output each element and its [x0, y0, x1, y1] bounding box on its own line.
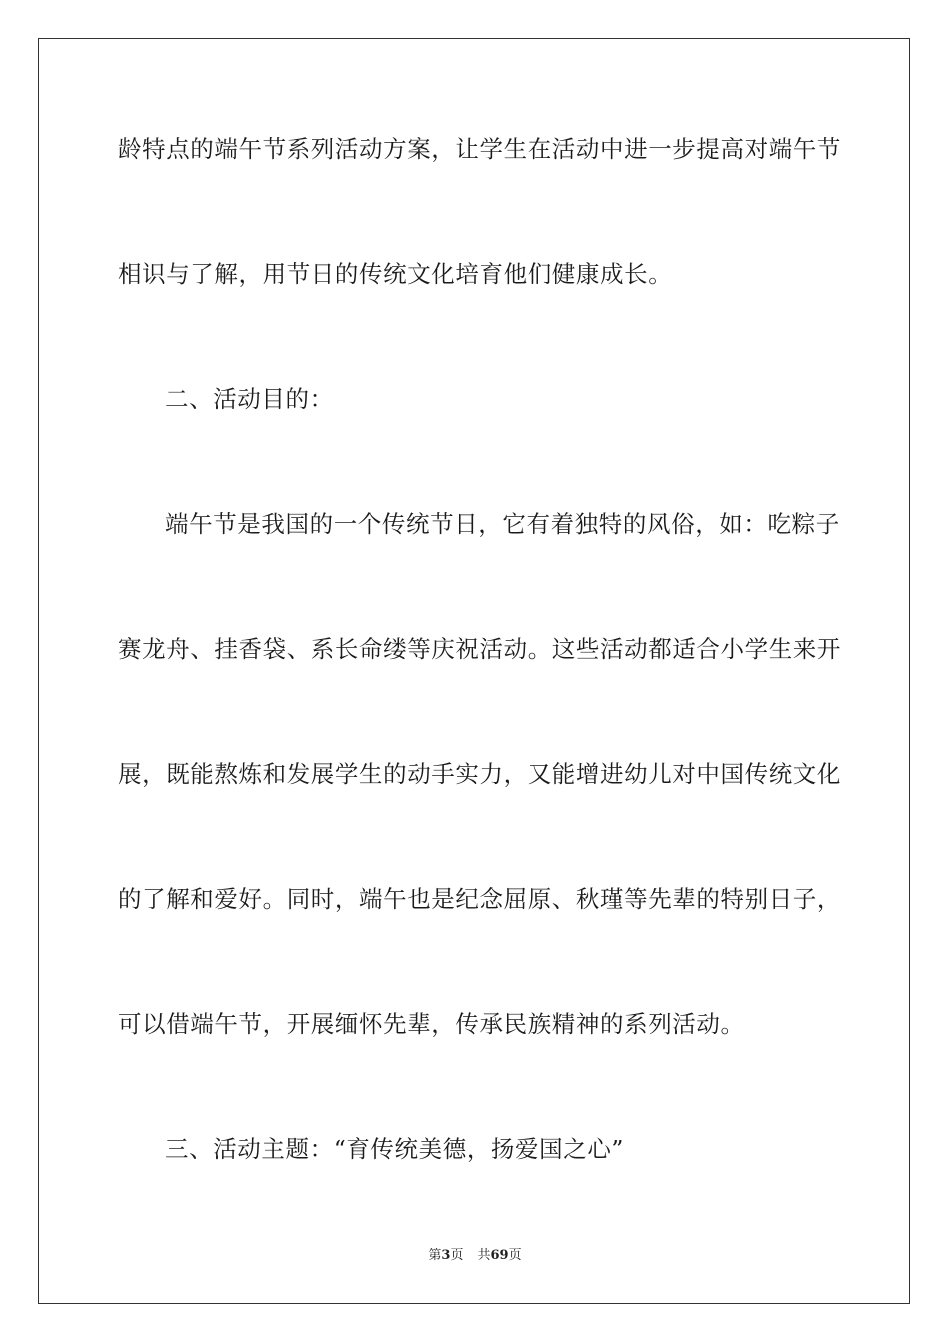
body-text-line: 端午节是我国的一个传统节日，它有着独特的风俗，如：吃粽子 [165, 510, 840, 538]
total-pages: 69 [490, 1248, 509, 1263]
page-suffix: 页 [450, 1248, 464, 1263]
body-text-line: 相识与了解，用节日的传统文化培育他们健康成长。 [118, 260, 673, 288]
section-heading: 三、活动主题：“育传统美德，扬爱国之心” [165, 1135, 625, 1163]
body-text-line: 赛龙舟、挂香袋、系长命缕等庆祝活动。这些活动都适合小学生来开 [118, 635, 841, 663]
body-text-line: 可以借端午节，开展缅怀先辈，传承民族精神的系列活动。 [118, 1010, 745, 1038]
page-footer [0, 1247, 950, 1265]
page-border [38, 38, 910, 1304]
total-prefix: 共 [477, 1248, 491, 1263]
total-suffix: 页 [508, 1248, 522, 1263]
body-text-line: 的了解和爱好。同时，端午也是纪念屈原、秋瑾等先辈的特别日子， [118, 885, 841, 913]
body-text-line: 龄特点的端午节系列活动方案，让学生在活动中进一步提高对端午节 [118, 135, 841, 163]
page-number: 3 [441, 1248, 451, 1263]
page-prefix: 第 [428, 1248, 442, 1263]
body-text-line: 展，既能熬炼和发展学生的动手实力，又能增进幼儿对中国传统文化 [118, 760, 841, 788]
section-heading: 二、活动目的： [165, 385, 334, 413]
